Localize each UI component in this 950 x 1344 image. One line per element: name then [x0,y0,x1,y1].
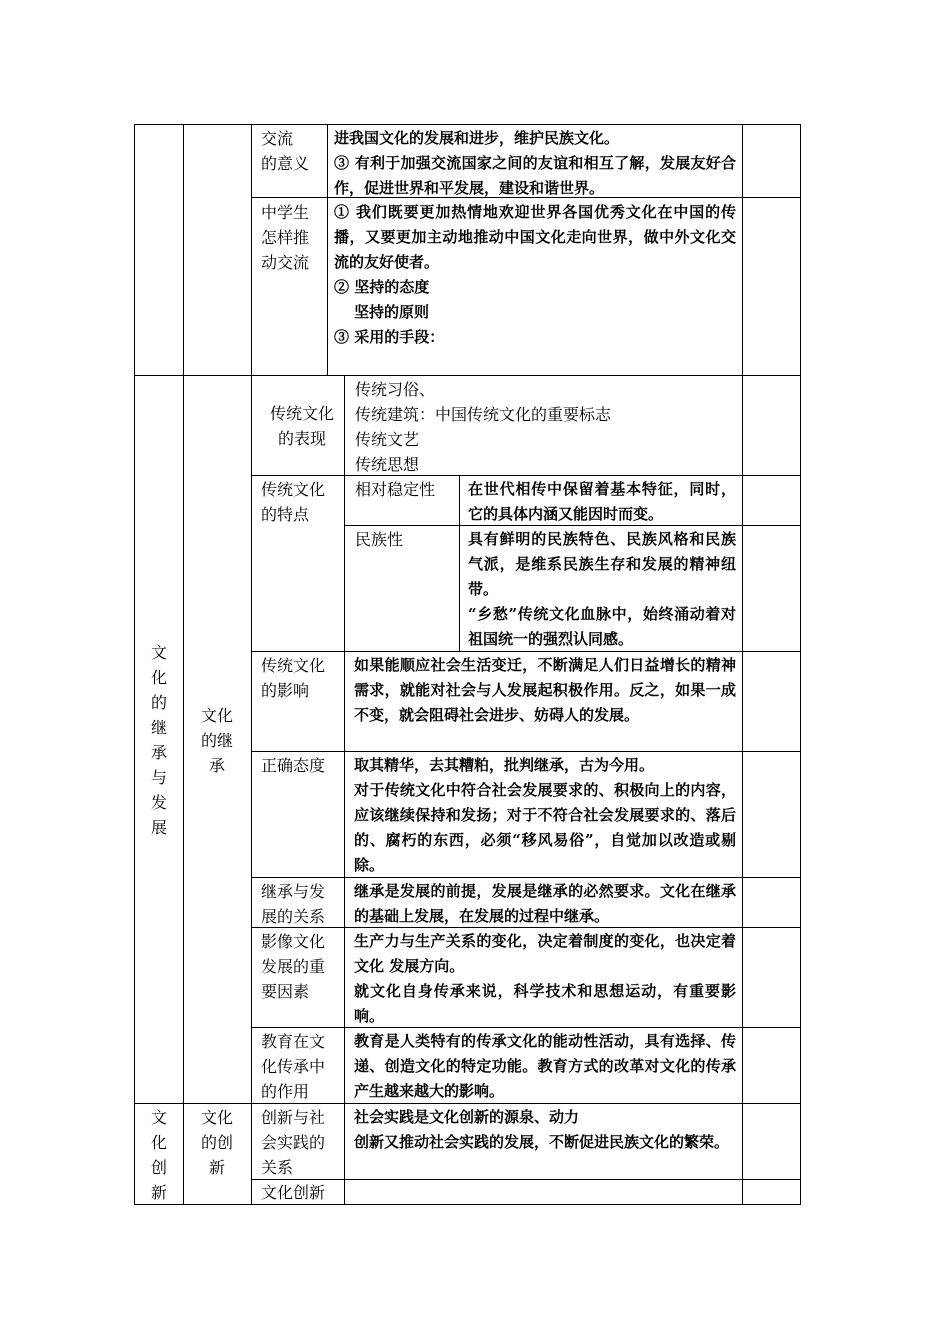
table-border-top [134,124,801,125]
row-label-influence: 传统文化 的影响 [261,656,326,700]
student-exchange-text-3: 坚持的原则 [354,303,430,321]
table-border-col1 [183,124,184,1205]
row-label-cultural-innovation: 文化创新 [261,1183,326,1202]
section-inherit-sub-label: 文化 的继 承 [200,706,233,775]
table-border-col3-bottom [344,375,345,1205]
student-exchange-text-4: ③ 采用的手段： [334,328,445,346]
section-innovate-main-label: 文 化 创 新 [150,1108,167,1202]
row-text-attitude: 取其精华，去其糟粕，批判继承，古为今用。 对于传统文化中符合社会发展要求的、积极向上的内容，应该继续保持和发扬；对于不符合社会发展要求的、落后的、腐朽的东西，必须“移风易俗”，自觉加以改造或剔除。 [354,756,736,874]
table-border-right [800,124,801,1205]
row-sub-nationality: 民族性 [355,530,404,549]
student-exchange-text-1: ① 我们既要更加热情地欢迎世界各国优秀文化在中国的传播，又要更加主动地推动中国文化走向世界，做中外文化交流的友好使者。 [334,203,736,271]
table-border-col4 [742,124,743,1205]
table-border-bottom [134,1204,801,1205]
row-divider [251,751,801,752]
exchange-meaning-text: 进我国文化的发展和进步，维护民族文化。 ③ 有利于加强交流国家之间的友谊和相互了解，发展友好合作，促进世界和平发展，建设和谐世界。 [334,129,736,197]
row-label-manifestation: 传统文化 的表现 [269,404,334,448]
table-border-col3-top [327,124,328,375]
row-label-innovation-practice: 创新与社 会实践的 关系 [261,1108,326,1177]
table-border-col2 [251,124,252,1205]
row-label-attitude: 正确态度 [261,756,326,775]
row-label-factors: 影像文化 发展的重 要因素 [261,932,326,1001]
row-label-features: 传统文化 的特点 [261,480,326,524]
row-text-stability: 在世代相传中保留着基本特征，同时，它的具体内涵又能因时而变。 [468,480,736,523]
section-inherit-main-label: 文 化 的 继 承 与 发 展 [150,643,167,837]
exchange-meaning-label: 交流 的意义 [261,129,310,173]
student-exchange-label: 中学生 怎样推 动交流 [261,203,310,272]
row-label-relation: 继承与发 展的关系 [261,882,326,926]
section-innovate-sub-label: 文化 的创 新 [200,1108,233,1177]
row-text-education: 教育是人类特有的传承文化的能动性活动，具有选择、传递、创造文化的特定功能。教育方式的改革对文化的传承产生越来越大的影响。 [354,1032,736,1100]
row-text-influence: 如果能顺应社会生活变迁，不断满足人们日益增长的精神需求，就能对社会与人发展起积极作用。反之，如果一成不变，就会阻碍社会进步、妨碍人的发展。 [354,656,736,724]
row-divider [134,375,801,376]
table-border-left [134,124,135,1205]
table-border-sub [459,475,460,651]
row-sub-stability: 相对稳定性 [355,480,436,499]
row-text-relation: 继承是发展的前提，发展是继承的必然要求。文化在继承的基础上发展，在发展的过程中继承。 [354,882,736,925]
row-text-nationality: 具有鲜明的民族特色、民族风格和民族气派，是维系民族生存和发展的精神纽带。 “乡愁”传统文化血脉中，始终涌动着对祖国统一的强烈认同感。 [468,530,736,648]
row-label-education: 教育在文 化传承中 的作用 [261,1032,326,1101]
row-text-innovation-practice: 社会实践是文化创新的源泉、动力 创新又推动社会实践的发展，不断促进民族文化的繁荣。 [354,1108,730,1151]
student-exchange-text-2: ② 坚持的态度 [334,278,430,296]
row-text-manifestation: 传统习俗、 传统建筑：中国传统文化的重要标志 传统文艺 传统思想 [355,380,612,474]
row-text-factors: 生产力与生产关系的变化，决定着制度的变化，也决定着文化 发展方向。 就文化自身传承来说，科学技术和思想运动，有重要影响。 [354,932,736,1025]
